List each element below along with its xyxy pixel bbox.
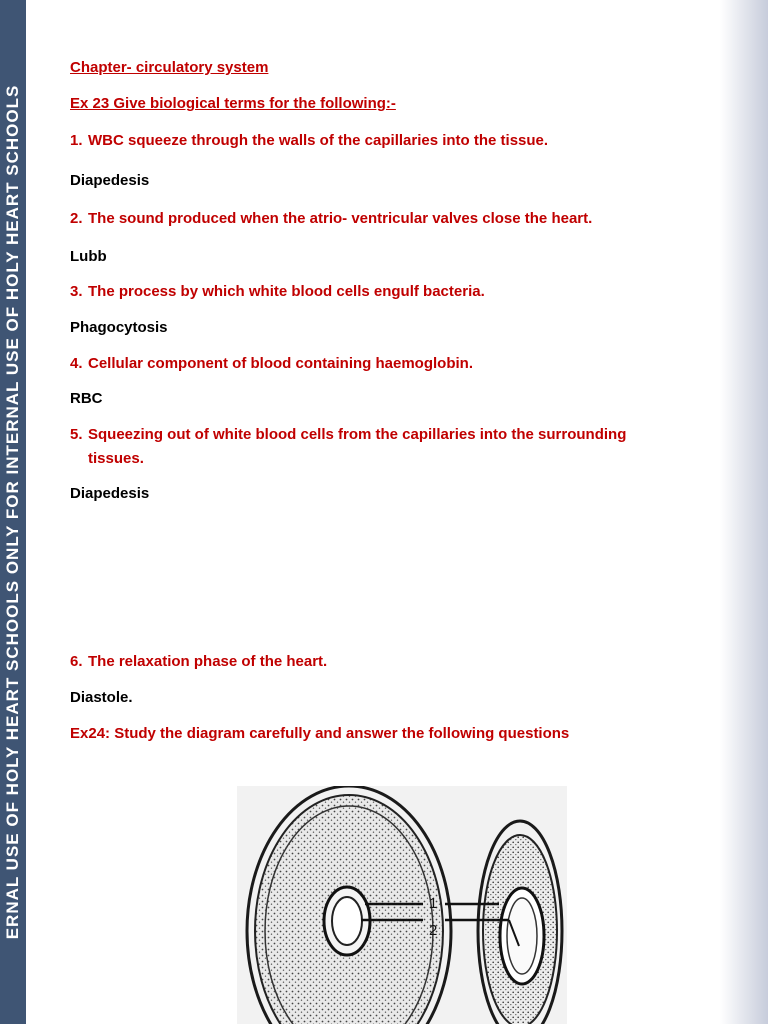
question-5-continuation: tissues. bbox=[88, 450, 144, 467]
diagram-label-2: 2 bbox=[429, 922, 438, 939]
question-text: The process by which white blood cells engulf bacteria. bbox=[88, 283, 485, 300]
question-4 bbox=[70, 355, 473, 372]
question-number: 2. bbox=[70, 210, 83, 227]
question-number: 3. bbox=[70, 283, 83, 300]
question-text: The sound produced when the atrio- ventricular valves close the heart. bbox=[88, 210, 593, 227]
answer-6: Diastole. bbox=[70, 689, 133, 706]
question-5 bbox=[70, 426, 626, 443]
question-2 bbox=[70, 210, 592, 227]
answer-2: Lubb bbox=[70, 248, 107, 265]
answer-3: Phagocytosis bbox=[70, 319, 168, 336]
ex23-heading: Ex 23 Give biological terms for the following:- bbox=[70, 95, 396, 112]
question-number: 4. bbox=[70, 355, 83, 372]
diagram-label-1: 1 bbox=[429, 895, 438, 912]
blood-vessel-cross-sections bbox=[237, 786, 567, 1024]
answer-1: Diapedesis bbox=[70, 172, 150, 189]
question-6 bbox=[70, 653, 327, 670]
question-text: WBC squeeze through the walls of the capillaries into the tissue. bbox=[88, 132, 549, 149]
vein-cross-section bbox=[478, 821, 562, 1024]
chapter-title: Chapter- circulatory system bbox=[70, 59, 269, 76]
question-text: Squeezing out of white blood cells from the capillaries into the surrounding bbox=[88, 426, 627, 443]
question-1 bbox=[70, 132, 548, 149]
question-3 bbox=[70, 283, 485, 300]
question-number: 6. bbox=[70, 653, 83, 670]
watermark-text: ERNAL USE OF HOLY HEART SCHOOLS ONLY FOR INTERNAL USE OF HOLY HEART SCHOOLS bbox=[3, 84, 22, 940]
question-text: The relaxation phase of the heart. bbox=[88, 653, 328, 670]
blood-vessel-diagram bbox=[237, 786, 567, 1024]
question-number: 1. bbox=[70, 132, 83, 149]
answer-4: RBC bbox=[70, 390, 103, 407]
answer-5: Diapedesis bbox=[70, 485, 150, 502]
question-text: Cellular component of blood containing haemoglobin. bbox=[88, 355, 473, 372]
ex24-heading: Ex24: Study the diagram carefully and answer the following questions bbox=[70, 725, 570, 742]
question-number: 5. bbox=[70, 426, 83, 443]
